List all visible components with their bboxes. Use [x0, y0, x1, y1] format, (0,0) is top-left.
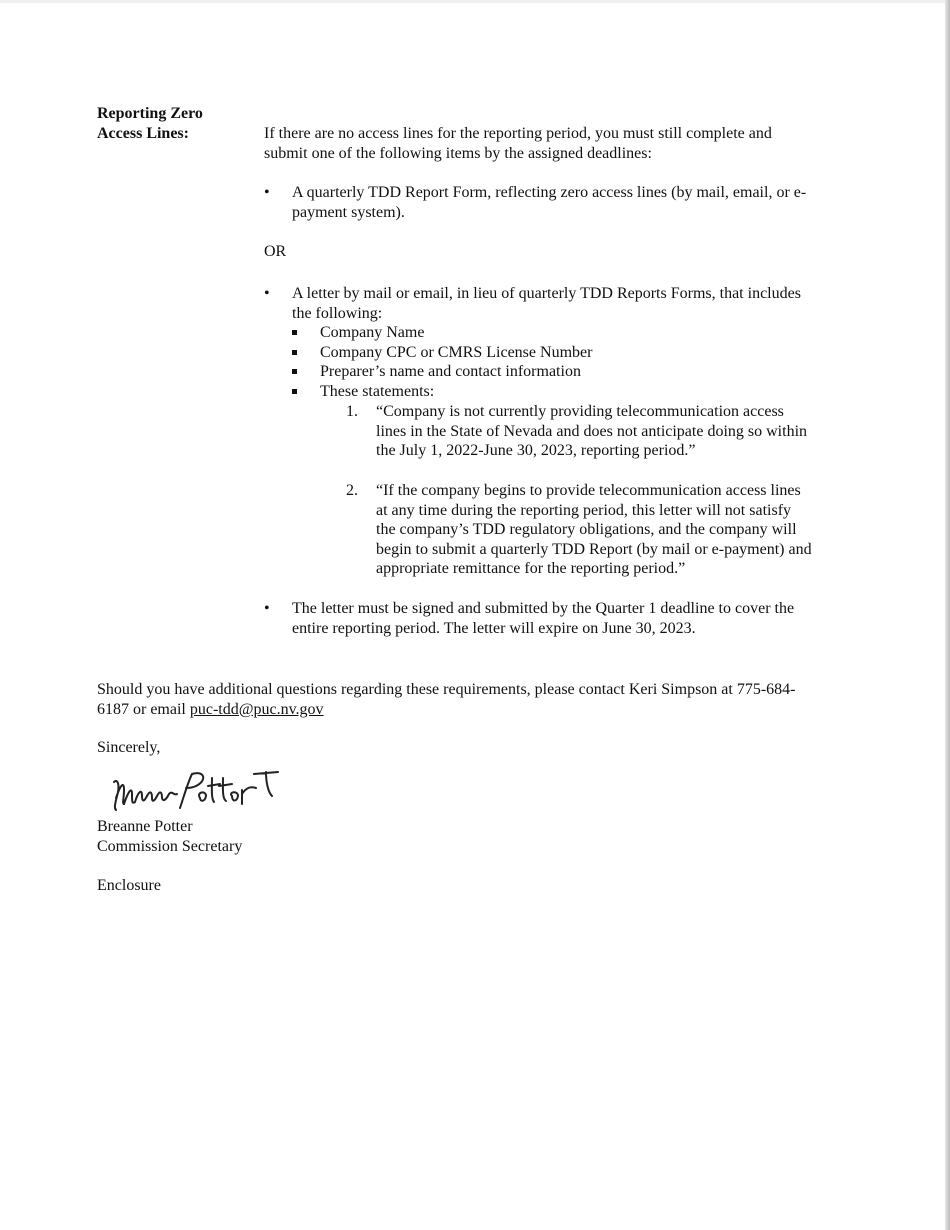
- statement-line: lines in the State of Nevada and does not anticipate doing so within: [376, 422, 808, 440]
- intro-line-1: If there are no access lines for the reporting period, you must still complete and: [264, 125, 772, 142]
- enclosure-label: Enclosure: [97, 877, 161, 894]
- heading-line-2: Access Lines:: [97, 124, 189, 142]
- email-link[interactable]: puc-tdd@puc.nv.gov: [189, 700, 324, 718]
- square-bullet-icon: [292, 369, 297, 374]
- statement-line: “Company is not currently providing telecommunication access: [376, 403, 784, 420]
- signer-block: [97, 817, 242, 856]
- page-top-edge: [0, 0, 950, 3]
- signer-title: Commission Secretary: [97, 837, 243, 855]
- option-3-line-1: The letter must be signed and submitted by the Quarter 1 deadline to cover the: [292, 600, 795, 617]
- statement-line: at any time during the reporting period, this letter will not satisfy: [376, 501, 792, 519]
- square-bullet-icon: [292, 330, 297, 335]
- bullet-dot-icon: •: [264, 184, 270, 201]
- option-3-line-2: entire reporting period. The letter will expire on June 30, 2023.: [292, 619, 696, 637]
- square-bullet-icon: [292, 350, 297, 355]
- statement-line: begin to submit a quarterly TDD Report (by mail or e-payment) and: [376, 540, 812, 558]
- intro-line-2: submit one of the following items by the assigned deadlines:: [264, 144, 652, 162]
- statement-number: 1.: [346, 403, 358, 420]
- heading-line-1: Reporting Zero: [97, 105, 203, 122]
- page-right-edge: [945, 0, 950, 1230]
- signature-icon: [108, 768, 298, 818]
- statement-line: appropriate remittance for the reporting period.”: [376, 560, 686, 577]
- option-1-line-2: payment system).: [292, 203, 405, 221]
- intro-paragraph: [264, 124, 844, 163]
- signer-name: Breanne Potter: [97, 818, 193, 835]
- or-label: OR: [264, 243, 287, 260]
- statement-line: the July 1, 2022-June 30, 2023, reporting period.”: [376, 442, 696, 459]
- option-2-line-1: A letter by mail or email, in lieu of quarterly TDD Reports Forms, that includes: [292, 285, 801, 302]
- square-bullet-icon: [292, 389, 297, 394]
- option-2-line-2: the following:: [292, 304, 383, 322]
- signature: [108, 768, 298, 824]
- statement-line: “If the company begins to provide telecommunication access lines: [376, 482, 801, 499]
- salutation: Sincerely,: [97, 739, 161, 756]
- statement-line: the company’s TDD regulatory obligations, and the company will: [376, 521, 797, 538]
- bullet-dot-icon: •: [264, 285, 270, 302]
- statement-number: 2.: [346, 482, 358, 499]
- option-1-line-1: A quarterly TDD Report Form, reflecting zero access lines (by mail, email, or e-: [292, 184, 807, 201]
- section-heading: [97, 104, 203, 143]
- questions-line-2: 6187 or email puc-tdd@puc.nv.gov: [97, 700, 324, 718]
- bullet-dot-icon: •: [264, 600, 270, 617]
- questions-line-1: Should you have additional questions regarding these requirements, please contact Keri Simpson at 775-684-: [97, 681, 796, 698]
- questions-paragraph: [97, 680, 857, 719]
